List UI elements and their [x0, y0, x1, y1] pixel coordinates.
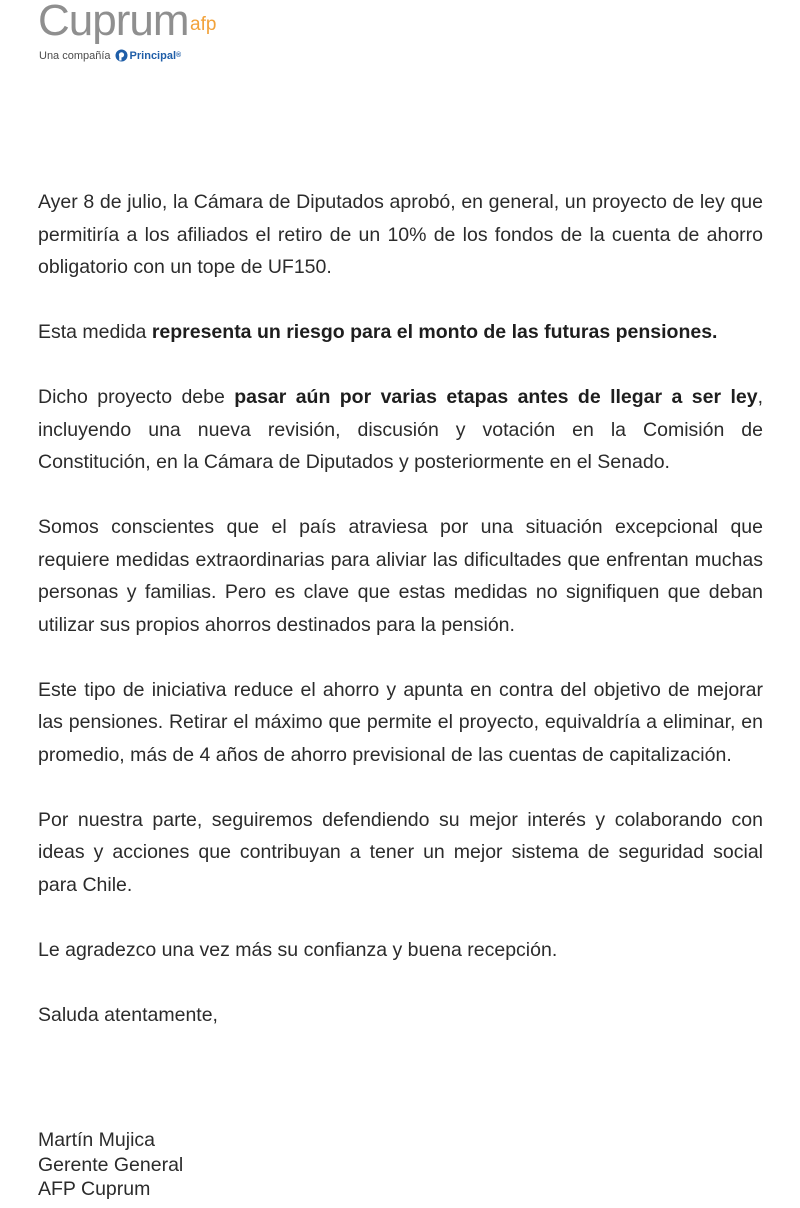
letter-body — [38, 186, 763, 1064]
paragraph-6: Por nuestra parte, seguiremos defendiendo su mejor interés y colaborando con ideas y acciones que contribuyan a tener un mejor sistema de seguridad social para Chile. — [38, 808, 763, 896]
principal-name: Principal — [129, 49, 177, 62]
paragraph-3 — [38, 381, 763, 479]
paragraph-2-text: Esta medida — [38, 321, 152, 343]
signatory-title: Gerente General — [38, 1153, 184, 1176]
signatory-name: Martín Mujica — [38, 1129, 156, 1151]
logo-tagline — [39, 49, 181, 62]
signature-block — [38, 1128, 183, 1202]
logo-brand: Cuprum — [38, 0, 189, 45]
paragraph-3-text-start: Dicho proyecto debe — [38, 386, 235, 408]
paragraph-3-emphasis: pasar aún por varias etapas antes de llegar a ser ley — [234, 386, 758, 408]
paragraph-1: Ayer 8 de julio, la Cámara de Diputados aprobó, en general, un proyecto de ley que permitiría a los afiliados el retiro de un 10% de los fondos de la cuenta de ahorro obligatorio con un tope de UF150. — [38, 191, 763, 278]
paragraph-4: Somos conscientes que el país atraviesa por una situación excepcional que requiere medidas extraordinarias para aliviar las dificultades que enfrentan muchas personas y familias. Pero es clave que estas medidas no signifiquen que deban utilizar sus propios ahorros destinados para la pensión. — [38, 516, 763, 636]
tagline-prefix: Una compañía — [39, 49, 111, 62]
paragraph-7: Le agradezco una vez más su confianza y buena recepción. — [38, 938, 558, 961]
paragraph-2 — [38, 316, 763, 349]
principal-logo-icon — [115, 49, 128, 62]
paragraph-3-text-end: , incluyendo una nueva revisión, discusión y votación en la Comisión de Constitución, en la Cámara de Diputados y posteriormente en el Senado. — [38, 386, 763, 473]
closing-salutation: Saluda atentamente, — [38, 1003, 218, 1026]
signatory-company: AFP Cuprum — [38, 1178, 151, 1200]
paragraph-5: Este tipo de iniciativa reduce el ahorro y apunta en contra del objetivo de mejorar las pensiones. Retirar el máximo que permite el proyecto, equivaldría a eliminar, en promedio, más de 4 años de ahorro previsional de las cuentas de capitalización. — [38, 678, 763, 766]
paragraph-2-emphasis: representa un riesgo para el monto de las futuras pensiones. — [151, 321, 718, 343]
principal-mark: ® — [176, 52, 182, 59]
logo-suffix: afp — [190, 14, 217, 35]
cuprum-afp-logo — [38, 0, 258, 70]
